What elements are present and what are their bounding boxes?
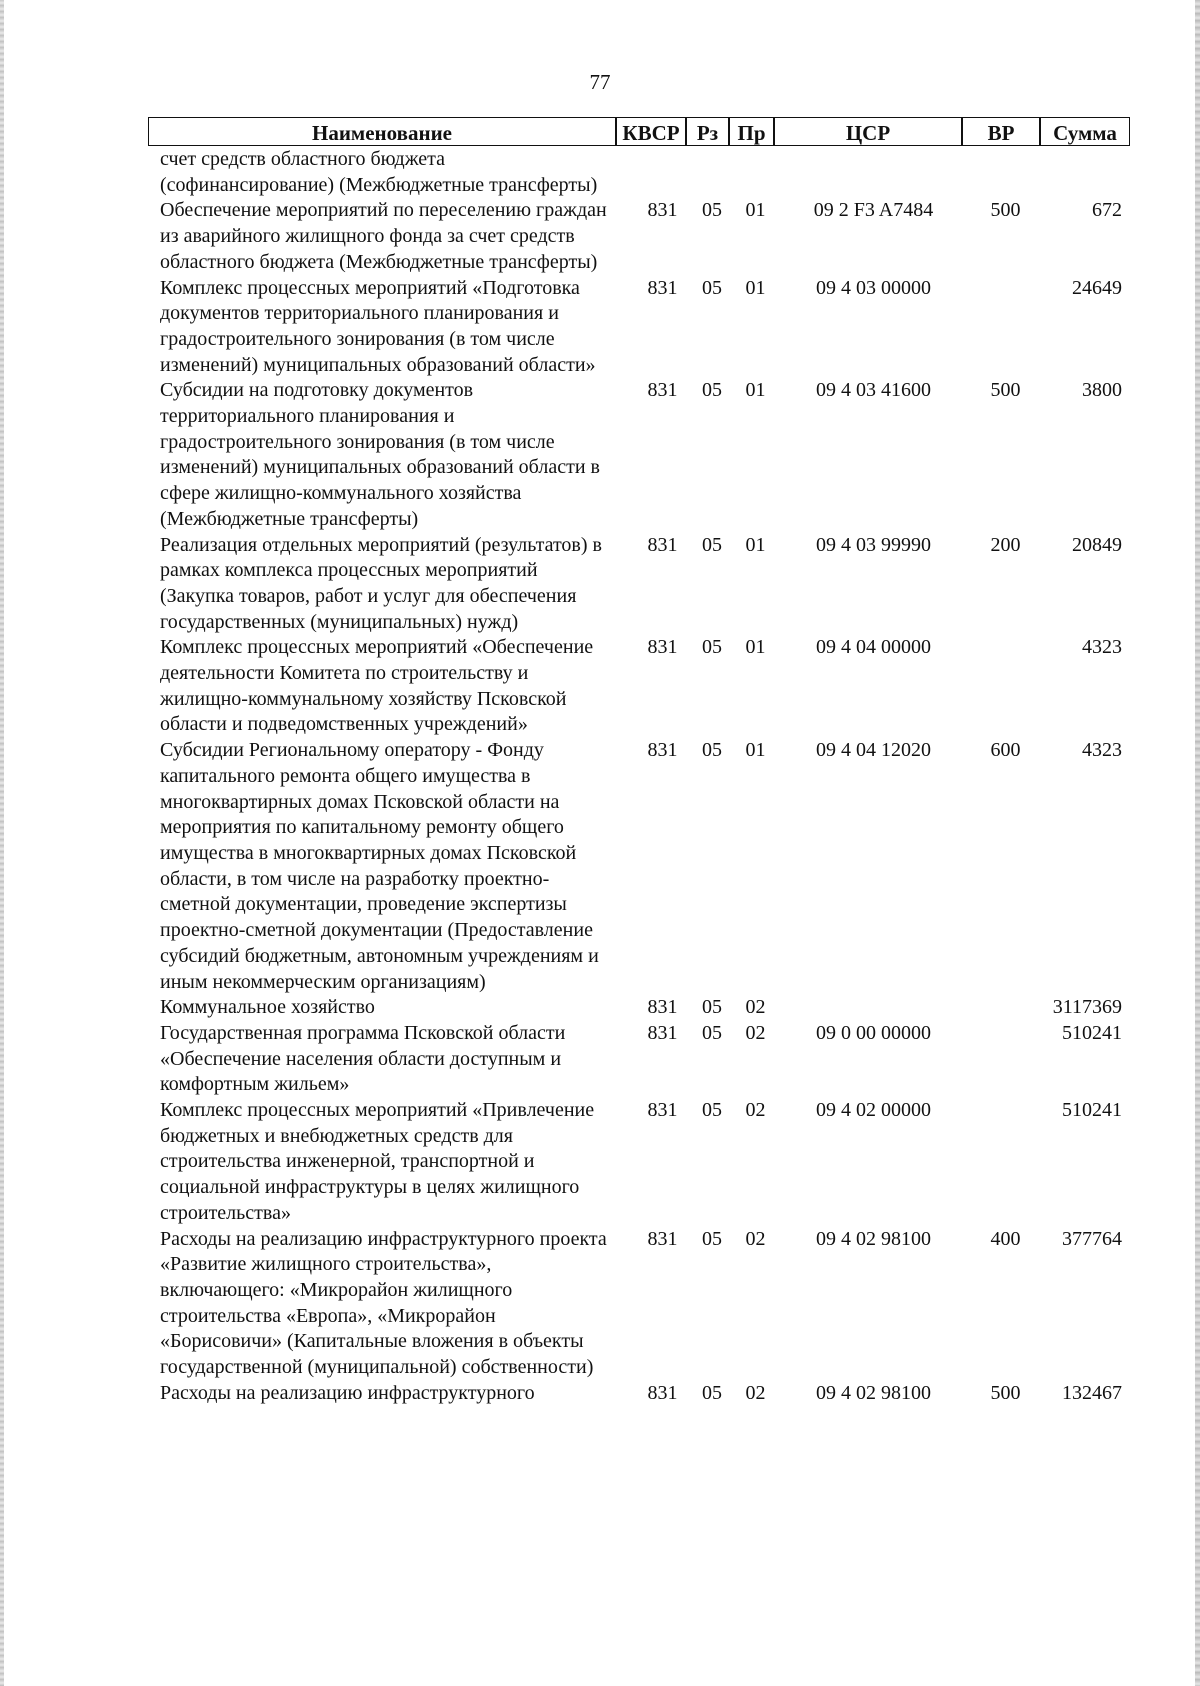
row-vr: 600 bbox=[990, 739, 1021, 762]
page-number: 77 bbox=[589, 70, 611, 94]
row-vr: 500 bbox=[990, 1381, 1021, 1404]
row-vr: 200 bbox=[990, 533, 1021, 556]
row-vr: 500 bbox=[990, 199, 1021, 222]
row-vr: 500 bbox=[990, 379, 1021, 402]
row-rz: 05 bbox=[702, 1381, 722, 1404]
row-name: Обеспечение мероприятий по переселению граждан из аварийного жилищного фонда за счет средств областного бюджета (Межбюджетные трансферты) bbox=[160, 199, 607, 273]
table-row bbox=[148, 198, 1128, 275]
column-header-name: Наименование bbox=[149, 118, 617, 145]
row-pr: 01 bbox=[745, 533, 766, 556]
row-rz: 05 bbox=[702, 1099, 722, 1122]
row-name: Комплекс процессных мероприятий «Подготовка документов территориального планирования и градостроительного зонирования (в том числе изменений) муниципальных образований области» bbox=[160, 276, 596, 376]
row-kvsr: 831 bbox=[647, 1021, 678, 1044]
row-pr: 02 bbox=[745, 1381, 766, 1404]
row-kvsr: 831 bbox=[647, 1099, 678, 1122]
row-vr: 400 bbox=[990, 1227, 1021, 1250]
table-header bbox=[148, 117, 1130, 146]
row-sum: 510241 bbox=[1062, 1099, 1122, 1122]
row-sum: 510241 bbox=[1062, 1021, 1122, 1044]
column-header-kvsr: КВСР bbox=[617, 118, 687, 145]
row-rz: 05 bbox=[702, 379, 722, 402]
row-name: Государственная программа Псковской области «Обеспечение населения области доступным и комфортным жильем» bbox=[160, 1021, 566, 1096]
row-name: Субсидии Региональному оператору - Фонду капитального ремонта общего имущества в многоквартирных домах Псковской области на мероприятия по капитальному ремонту общего имущества в многоквартирных домах Псковской области, в том числе на разработку проектно-сметной документации, проведение экспертизы проектно-сметной документации (Предоставление субсидий бюджетным, автономным учреждениям и иным некоммерческим организациям) bbox=[160, 739, 599, 993]
row-name: Комплекс процессных мероприятий «Привлечение бюджетных и внебюджетных средств для строительства инженерной, транспортной и социальной инфраструктуры в целях жилищного строительства» bbox=[160, 1099, 595, 1224]
row-sum: 20849 bbox=[1072, 533, 1122, 556]
row-pr: 02 bbox=[745, 996, 766, 1019]
row-csr: 09 4 03 99990 bbox=[816, 533, 931, 556]
row-rz: 05 bbox=[702, 1227, 722, 1250]
column-header-pr: Пр bbox=[730, 118, 775, 145]
table-row bbox=[148, 378, 1128, 532]
row-kvsr: 831 bbox=[647, 996, 678, 1019]
row-name: Комплекс процессных мероприятий «Обеспечение деятельности Комитета по строительству и жилищно-коммунальному хозяйству Псковской области и подведомственных учреждений» bbox=[160, 636, 594, 736]
row-csr: 09 4 03 41600 bbox=[816, 379, 931, 402]
table-row bbox=[148, 276, 1128, 379]
row-pr: 02 bbox=[745, 1021, 766, 1044]
column-header-csr: ЦСР bbox=[775, 118, 963, 145]
table-row bbox=[148, 1098, 1128, 1227]
scan-edge-right bbox=[1195, 0, 1200, 1686]
row-kvsr: 831 bbox=[647, 1381, 678, 1404]
row-rz: 05 bbox=[702, 199, 722, 222]
table-row bbox=[148, 635, 1128, 738]
row-kvsr: 831 bbox=[647, 1227, 678, 1250]
row-kvsr: 831 bbox=[647, 533, 678, 556]
row-sum: 4323 bbox=[1082, 739, 1122, 762]
row-sum: 24649 bbox=[1072, 276, 1122, 299]
table-row bbox=[148, 738, 1128, 995]
table-body bbox=[148, 147, 1128, 1406]
row-csr: 09 4 04 00000 bbox=[816, 636, 931, 659]
row-rz: 05 bbox=[702, 996, 722, 1019]
column-header-rz: Рз bbox=[687, 118, 730, 145]
row-csr: 09 4 02 00000 bbox=[816, 1099, 931, 1122]
row-name: счет средств областного бюджета (софинансирование) (Межбюджетные трансферты) bbox=[160, 148, 598, 196]
column-header-vr: ВР bbox=[963, 118, 1041, 145]
row-pr: 01 bbox=[745, 199, 766, 222]
table-row bbox=[148, 533, 1128, 636]
row-kvsr: 831 bbox=[647, 199, 678, 222]
row-kvsr: 831 bbox=[647, 379, 678, 402]
table-row bbox=[148, 1227, 1128, 1381]
row-csr: 09 4 03 00000 bbox=[816, 276, 931, 299]
row-csr: 09 2 F3 A7484 bbox=[813, 199, 934, 222]
row-csr: 09 4 02 98100 bbox=[816, 1227, 931, 1250]
row-name: Расходы на реализацию инфраструктурного проекта «Развитие жилищного строительства», включающего: «Микрорайон жилищного строительства «Европа», «Микрорайон «Борисовичи» (Капитальные вложения в объекты государственной (муниципальной) собственности) bbox=[160, 1227, 607, 1379]
row-pr: 01 bbox=[745, 276, 766, 299]
row-sum: 132467 bbox=[1062, 1381, 1122, 1404]
row-name: Расходы на реализацию инфраструктурного bbox=[160, 1381, 535, 1404]
scan-edge-left bbox=[0, 0, 4, 1686]
row-pr: 02 bbox=[745, 1227, 766, 1250]
row-name: Реализация отдельных мероприятий (результатов) в рамках комплекса процессных мероприятий (Закупка товаров, работ и услуг для обеспечения государственных (муниципальных) нужд) bbox=[160, 533, 602, 633]
row-sum: 377764 bbox=[1062, 1227, 1122, 1250]
table-row bbox=[148, 995, 1128, 1021]
column-header-sum: Сумма bbox=[1053, 121, 1117, 145]
row-pr: 01 bbox=[745, 739, 766, 762]
row-name: Коммунальное хозяйство bbox=[160, 996, 375, 1019]
row-rz: 05 bbox=[702, 739, 722, 762]
table-row bbox=[148, 1021, 1128, 1098]
row-sum: 4323 bbox=[1082, 636, 1122, 659]
table-row bbox=[148, 147, 1128, 198]
row-csr: 09 0 00 00000 bbox=[816, 1021, 931, 1044]
row-name: Субсидии на подготовку документов территориального планирования и градостроительного зонирования (в том числе изменений) муниципальных образований области в сфере жилищно-коммунального хозяйства (Межбюджетные трансферты) bbox=[160, 379, 600, 530]
row-rz: 05 bbox=[702, 1021, 722, 1044]
row-rz: 05 bbox=[702, 533, 722, 556]
row-rz: 05 bbox=[702, 276, 722, 299]
row-sum: 672 bbox=[1092, 199, 1122, 222]
row-kvsr: 831 bbox=[647, 739, 678, 762]
row-pr: 02 bbox=[745, 1099, 766, 1122]
row-csr: 09 4 04 12020 bbox=[816, 739, 931, 762]
row-rz: 05 bbox=[702, 636, 722, 659]
row-sum: 3117369 bbox=[1052, 996, 1122, 1019]
table-row bbox=[148, 1381, 1128, 1407]
row-csr: 09 4 02 98100 bbox=[816, 1381, 931, 1404]
row-kvsr: 831 bbox=[647, 636, 678, 659]
row-pr: 01 bbox=[745, 379, 766, 402]
row-kvsr: 831 bbox=[647, 276, 678, 299]
row-sum: 3800 bbox=[1082, 379, 1122, 402]
row-pr: 01 bbox=[745, 636, 766, 659]
